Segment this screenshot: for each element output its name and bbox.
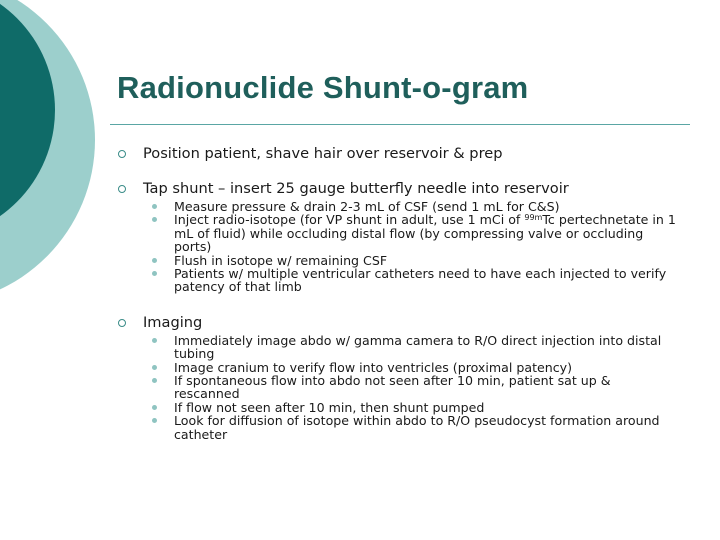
dot-bullet-icon bbox=[152, 258, 157, 263]
sub-bullet-list bbox=[118, 334, 678, 441]
sub-bullet-item: Patients w/ multiple ventricular catheters need to have each injected to verify patency of that limb bbox=[118, 267, 678, 294]
circle-bullet-icon bbox=[118, 319, 126, 327]
slide-title: Radionuclide Shunt-o-gram bbox=[117, 70, 529, 105]
dot-bullet-icon bbox=[152, 378, 157, 383]
sub-bullet-item: Flush in isotope w/ remaining CSF bbox=[118, 254, 678, 267]
sub-bullet-item: Look for diffusion of isotope within abdo to R/O pseudocyst formation around catheter bbox=[118, 414, 678, 441]
sub-bullet-item: Measure pressure & drain 2-3 mL of CSF (send 1 mL for C&S) bbox=[118, 200, 678, 213]
circle-bullet-icon bbox=[118, 185, 126, 193]
bullet-item bbox=[118, 314, 678, 332]
bullet-item bbox=[118, 145, 678, 163]
sub-bullet-item: Image cranium to verify flow into ventricles (proximal patency) bbox=[118, 361, 678, 374]
dot-bullet-icon bbox=[152, 271, 157, 276]
bullet-text: Position patient, shave hair over reservoir & prep bbox=[143, 145, 503, 162]
bullet-item bbox=[118, 180, 678, 198]
sub-bullet-item: If spontaneous flow into abdo not seen after 10 min, patient sat up & rescanned bbox=[118, 374, 678, 401]
dot-bullet-icon bbox=[152, 418, 157, 423]
sub-bullet-item: Immediately image abdo w/ gamma camera to R/O direct injection into distal tubing bbox=[118, 334, 678, 361]
bullet-text: Tap shunt – insert 25 gauge butterfly needle into reservoir bbox=[143, 180, 569, 197]
circle-bullet-icon bbox=[118, 150, 126, 158]
dot-bullet-icon bbox=[152, 405, 157, 410]
bullet-list bbox=[118, 145, 678, 441]
sub-bullet-item: If flow not seen after 10 min, then shunt pumped bbox=[118, 401, 678, 414]
sub-bullet-item: Inject radio-isotope (for VP shunt in adult, use 1 mCi of $^{99m}$Tc pertechnetate in 1 mL of fluid) while occluding distal flow (by compressing valve or occluding ports) bbox=[118, 213, 678, 253]
dot-bullet-icon bbox=[152, 365, 157, 370]
dot-bullet-icon bbox=[152, 338, 157, 343]
dot-bullet-icon bbox=[152, 217, 157, 222]
dot-bullet-icon bbox=[152, 204, 157, 209]
sub-bullet-list bbox=[118, 200, 678, 294]
title-underline bbox=[110, 124, 690, 125]
bullet-text: Imaging bbox=[143, 313, 203, 331]
